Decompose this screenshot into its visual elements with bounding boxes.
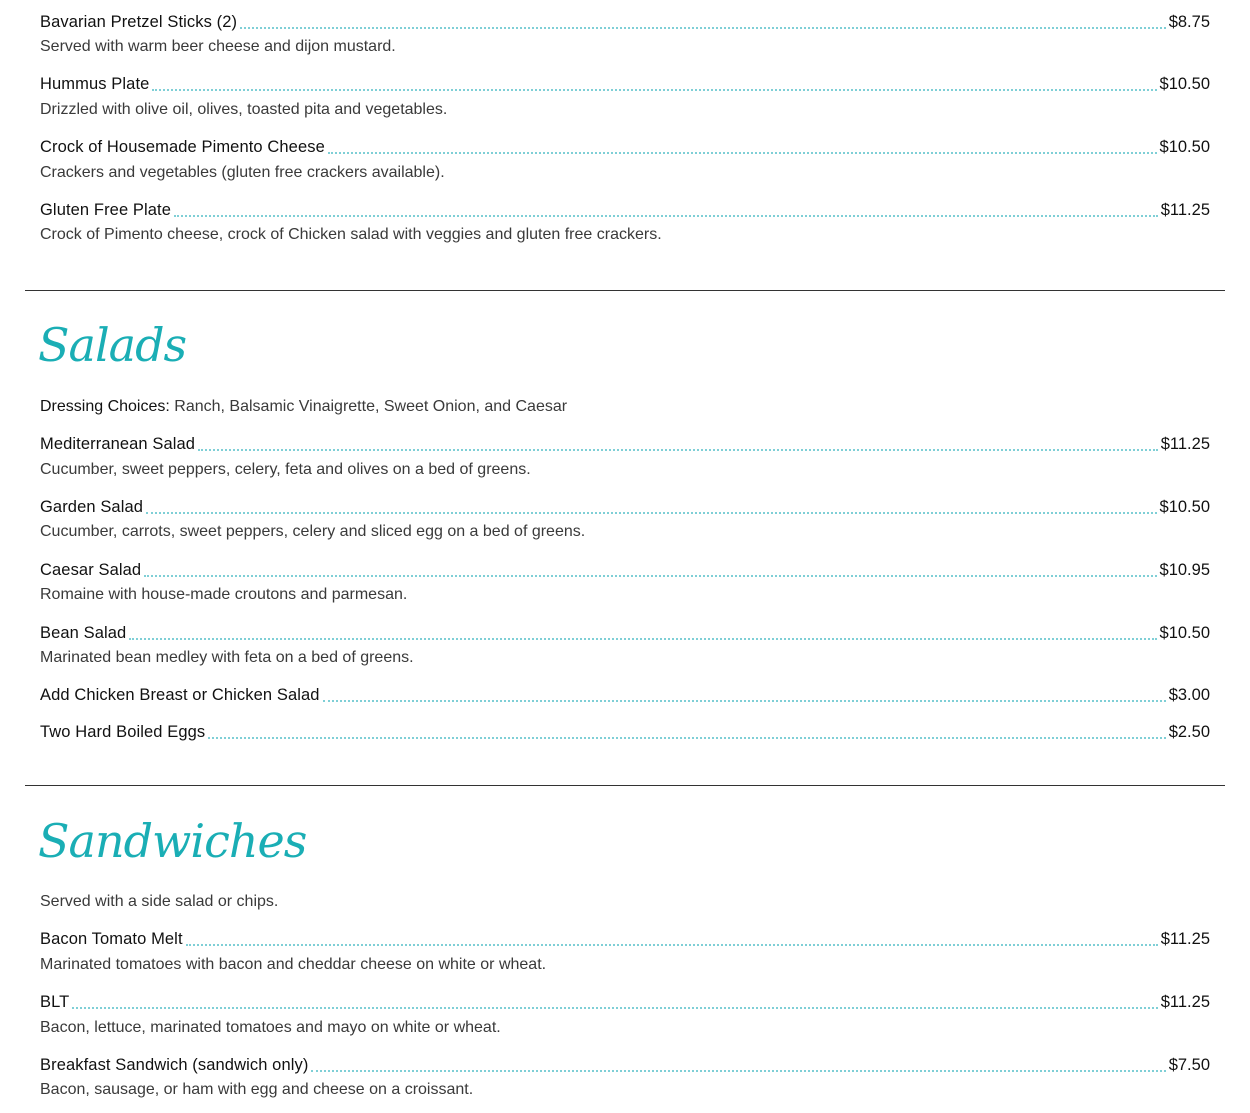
menu-item-description: Cucumber, carrots, sweet peppers, celery and sliced egg on a bed of greens. (40, 523, 586, 540)
dotted-leader (328, 148, 1157, 154)
menu-item-line (40, 718, 1210, 742)
menu-item-description: Crock of Pimento cheese, crock of Chicken salad with veggies and gluten free crackers. (40, 226, 662, 243)
menu-item-name: Bavarian Pretzel Sticks (2) (40, 13, 238, 31)
menu-item-line (40, 133, 1210, 157)
menu-item-name: Bacon Tomato Melt (40, 930, 183, 948)
menu-item-name: Garden Salad (40, 498, 144, 516)
section-title-salads: Salads (38, 318, 187, 372)
menu-item-name: BLT (40, 993, 70, 1011)
menu-item-description: Marinated bean medley with feta on a bed of greens. (40, 649, 414, 666)
menu-item-price: $10.95 (1159, 561, 1210, 579)
dotted-leader (129, 634, 1156, 640)
menu-item-price: $8.75 (1168, 13, 1210, 31)
menu-item-description: Romaine with house-made croutons and parmesan. (40, 586, 408, 603)
menu-item-description: Cucumber, sweet peppers, celery, feta and olives on a bed of greens. (40, 461, 531, 478)
menu-item-line (40, 988, 1210, 1012)
dressing-choices-note (40, 397, 567, 417)
menu-item-name: Add Chicken Breast or Chicken Salad (40, 686, 320, 704)
menu-item-description: Marinated tomatoes with bacon and cheddar cheese on white or wheat. (40, 956, 547, 973)
menu-item-price: $11.25 (1160, 201, 1210, 219)
dotted-leader (72, 1003, 1157, 1009)
menu-item-price: $10.50 (1159, 624, 1210, 642)
menu-item-price: $11.25 (1160, 930, 1210, 948)
menu-item-line (40, 925, 1210, 949)
menu-item-line (40, 556, 1210, 580)
section-title-sandwiches: Sandwiches (38, 814, 307, 868)
dotted-leader (240, 23, 1166, 29)
dressing-choices-label: Dressing Choices: (40, 398, 170, 415)
menu-item-line (40, 8, 1210, 32)
menu-item-line (40, 493, 1210, 517)
menu-item-price: $10.50 (1159, 75, 1210, 93)
section-divider (25, 290, 1225, 291)
dotted-leader (144, 571, 1156, 577)
section-divider (25, 785, 1225, 786)
menu-item-description: Drizzled with olive oil, olives, toasted pita and vegetables. (40, 101, 448, 118)
menu-item-description: Served with warm beer cheese and dijon mustard. (40, 38, 396, 55)
menu-item-price: $7.50 (1168, 1056, 1210, 1074)
menu-item-name: Hummus Plate (40, 75, 150, 93)
dotted-leader (186, 940, 1158, 946)
menu-item-price: $11.25 (1160, 435, 1210, 453)
menu-item-name: Caesar Salad (40, 561, 142, 579)
dotted-leader (152, 85, 1156, 91)
menu-item-description: Bacon, sausage, or ham with egg and cheese on a croissant. (40, 1081, 474, 1098)
dotted-leader (174, 211, 1158, 217)
dotted-leader (208, 733, 1165, 739)
menu-item-name: Crock of Housemade Pimento Cheese (40, 138, 325, 156)
menu-item-line (40, 430, 1210, 454)
menu-item-price: $11.25 (1160, 993, 1210, 1011)
menu-item-description: Bacon, lettuce, marinated tomatoes and mayo on white or wheat. (40, 1019, 501, 1036)
menu-item-price: $10.50 (1159, 498, 1210, 516)
menu-item-name: Two Hard Boiled Eggs (40, 723, 206, 741)
menu-item-name: Bean Salad (40, 624, 127, 642)
menu-item-line (40, 1051, 1210, 1075)
menu-item-line (40, 619, 1210, 643)
dotted-leader (323, 696, 1166, 702)
menu-item-line (40, 70, 1210, 94)
menu-item-price: $3.00 (1168, 686, 1210, 704)
sandwiches-note: Served with a side salad or chips. (40, 893, 279, 910)
menu-item-name: Breakfast Sandwich (sandwich only) (40, 1056, 309, 1074)
menu-item-price: $2.50 (1168, 723, 1210, 741)
menu-item-name: Gluten Free Plate (40, 201, 172, 219)
menu-item-line (40, 196, 1210, 220)
menu-item-name: Mediterranean Salad (40, 435, 196, 453)
dotted-leader (311, 1066, 1165, 1072)
dotted-leader (146, 508, 1157, 514)
menu-item-description: Crackers and vegetables (gluten free crackers available). (40, 164, 445, 181)
dressing-choices-text: Ranch, Balsamic Vinaigrette, Sweet Onion, and Caesar (169, 398, 568, 415)
dotted-leader (198, 445, 1158, 451)
menu-item-price: $10.50 (1159, 138, 1210, 156)
menu-item-line (40, 681, 1210, 705)
